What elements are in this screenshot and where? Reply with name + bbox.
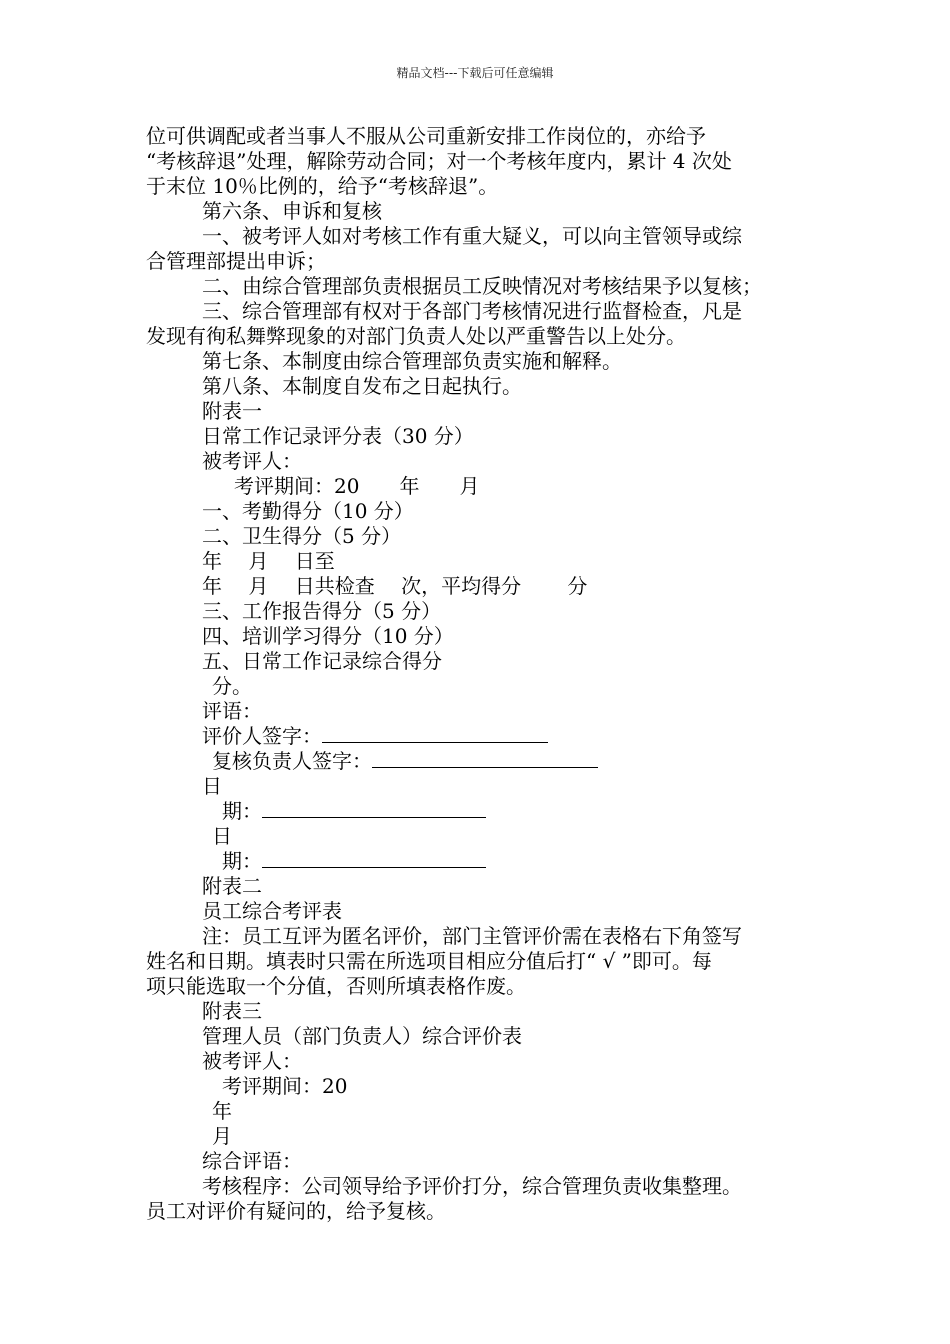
text-line: 合管理部提出申诉； [146, 249, 326, 273]
appendix-label: 附表三 [202, 999, 262, 1023]
appendix-label: 附表二 [202, 874, 262, 898]
form-field: 综合评语： [202, 1149, 302, 1173]
form-field: 考评期间：20 [222, 1074, 348, 1098]
text-line: 五、日常工作记录综合得分 [202, 649, 442, 673]
date-line [262, 849, 486, 868]
signature-line [322, 724, 548, 743]
text-line: 姓名和日期。填表时只需在所选项目相应分值后打“ √ ”即可。每 [146, 949, 712, 973]
text-line: 于末位 10％比例的，给予“考核辞退”。 [146, 174, 499, 198]
signature-field [212, 749, 598, 773]
text-line: 四、培训学习得分（10 分） [202, 624, 454, 648]
signature-line [372, 749, 598, 768]
form-field: 考评期间：20 年 月 [234, 474, 480, 498]
text-line: 员工对评价有疑问的，给予复核。 [146, 1199, 446, 1223]
text-line: 月 [212, 1124, 232, 1148]
form-field: 被考评人： [202, 1049, 302, 1073]
text-line: “考核辞退”处理，解除劳动合同；对一个考核年度内，累计 4 次处 [146, 149, 732, 173]
date-field [222, 849, 486, 873]
date-label: 期： [222, 799, 262, 823]
text-line: 三、综合管理部有权对于各部门考核情况进行监督检查，凡是 [202, 299, 742, 323]
text-line: 注：员工互评为匿名评价，部门主管评价需在表格右下角签写 [202, 924, 742, 948]
signature-label: 复核负责人签字： [212, 749, 372, 773]
date-label: 期： [222, 849, 262, 873]
text-line: 二、卫生得分（5 分） [202, 524, 402, 548]
text-line: 三、工作报告得分（5 分） [202, 599, 442, 623]
text-line: 年 月 日共检查 次，平均得分 分 [202, 574, 588, 598]
form-field: 评语： [202, 699, 262, 723]
appendix-label: 附表一 [202, 399, 262, 423]
form-title: 管理人员（部门负责人）综合评价表 [202, 1024, 522, 1048]
signature-label: 评价人签字： [202, 724, 322, 748]
text-line: 发现有徇私舞弊现象的对部门负责人处以严重警告以上处分。 [146, 324, 686, 348]
section-heading: 第六条、申诉和复核 [202, 199, 382, 223]
text-line: 年 月 日至 [202, 549, 335, 573]
text-line: 考核程序：公司领导给予评价打分，综合管理负责收集整理。 [202, 1174, 742, 1198]
text-line: 日 [212, 824, 232, 848]
signature-field [202, 724, 548, 748]
page-header: 精品文档---下载后可任意编辑 [396, 66, 554, 80]
section-heading: 第七条、本制度由综合管理部负责实施和解释。 [202, 349, 622, 373]
form-title: 日常工作记录评分表（30 分） [202, 424, 474, 448]
date-field [222, 799, 486, 823]
text-line: 项只能选取一个分值，否则所填表格作废。 [146, 974, 526, 998]
form-title: 员工综合考评表 [202, 899, 342, 923]
text-line: 二、由综合管理部负责根据员工反映情况对考核结果予以复核； [202, 274, 762, 298]
text-line: 日 [202, 774, 222, 798]
text-line: 位可供调配或者当事人不服从公司重新安排工作岗位的，亦给予 [146, 124, 706, 148]
text-line: 分。 [212, 674, 252, 698]
text-line: 一、被考评人如对考核工作有重大疑义，可以向主管领导或综 [202, 224, 742, 248]
text-line: 一、考勤得分（10 分） [202, 499, 414, 523]
date-line [262, 799, 486, 818]
form-field: 被考评人： [202, 449, 302, 473]
section-heading: 第八条、本制度自发布之日起执行。 [202, 374, 522, 398]
text-line: 年 [212, 1099, 232, 1123]
